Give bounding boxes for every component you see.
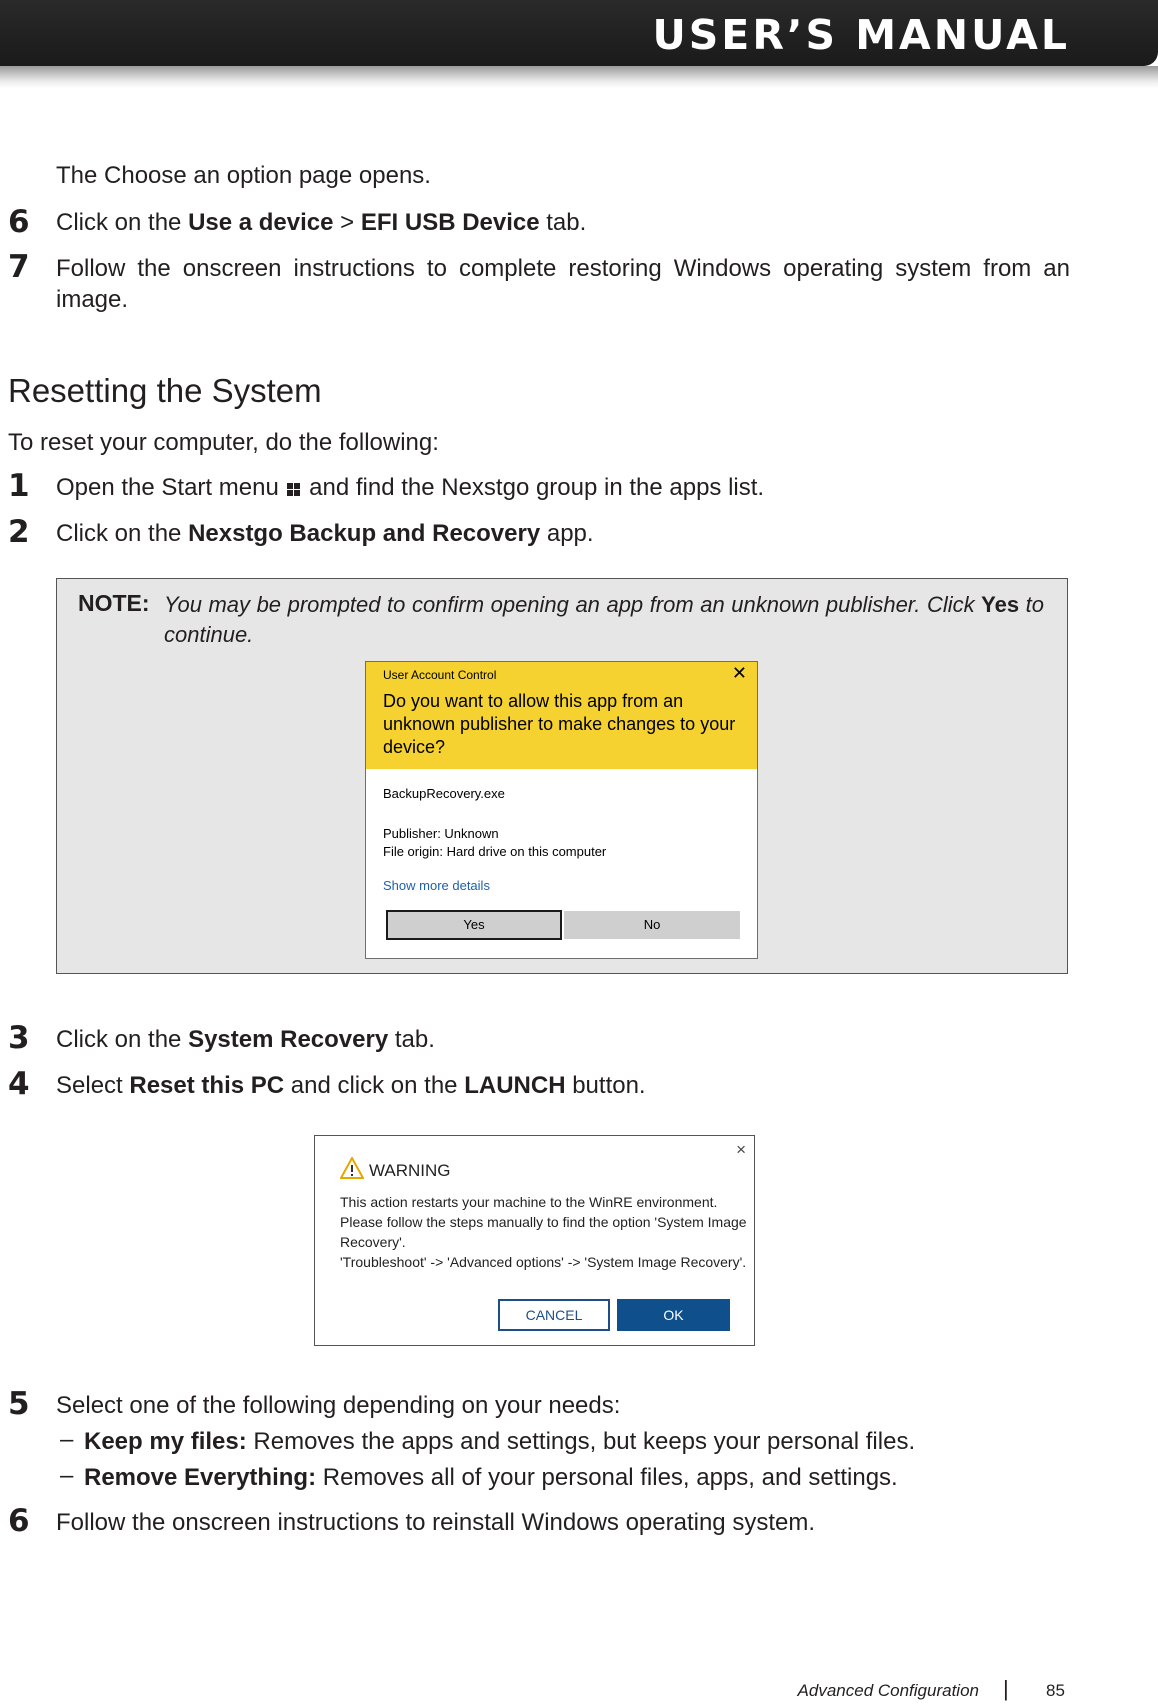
step-text: Click on the Nexstgo Backup and Recovery app. [56, 520, 594, 547]
note-label: NOTE: [78, 590, 150, 616]
step-number: 5 [8, 1386, 30, 1422]
uac-caption: User Account Control [383, 668, 497, 682]
section-title: Resetting the System [8, 372, 322, 409]
section-lead: To reset your computer, do the following: [8, 429, 439, 456]
uac-question: Do you want to allow this app from an unknown publisher to make changes to your device? [383, 691, 736, 757]
note-text: You may be prompted to confirm opening an app from an unknown publisher. Click Yes to continue. [164, 592, 1044, 647]
ok-button[interactable]: OK [617, 1299, 730, 1331]
step-text: Click on the System Recovery tab. [56, 1026, 435, 1053]
step-text: Click on the Use a device > EFI USB Device tab. [56, 209, 587, 236]
uac-app-name: BackupRecovery.exe [383, 786, 505, 801]
cancel-button[interactable]: CANCEL [498, 1299, 610, 1331]
step-number: 7 [8, 249, 30, 285]
option-dash: – [60, 1426, 74, 1453]
uac-dialog [365, 661, 758, 959]
option-keep-my-files: Keep my files: Removes the apps and settings, but keeps your personal files. [84, 1428, 916, 1455]
step-number: 2 [8, 514, 30, 550]
option-dash: – [60, 1462, 74, 1489]
step-number: 4 [8, 1066, 30, 1102]
step-number: 1 [8, 468, 30, 504]
option-remove-everything: Remove Everything: Removes all of your personal files, apps, and settings. [84, 1464, 898, 1491]
show-more-details-link[interactable]: Show more details [383, 878, 490, 893]
step-number: 3 [8, 1020, 30, 1056]
close-icon[interactable]: × [736, 1140, 746, 1159]
intro-text: The Choose an option page opens. [56, 162, 431, 189]
yes-button[interactable]: Yes [386, 910, 562, 940]
warning-title: WARNING [369, 1161, 451, 1180]
no-button[interactable]: No [564, 911, 740, 939]
close-icon[interactable]: ✕ [731, 663, 747, 683]
uac-publisher-info: Publisher: Unknown File origin: Hard drive on this computer [383, 826, 607, 859]
page-header-title: USER’S MANUAL [652, 11, 1070, 59]
step-text: Follow the onscreen instructions to reinstall Windows operating system. [56, 1509, 815, 1536]
header-shadow [0, 66, 1158, 88]
warning-dialog [314, 1135, 755, 1346]
warning-message: This action restarts your machine to the WinRE environment. Please follow the steps manually to find the option 'System Image Recovery'. 'Troubleshoot' -> 'Advanced options' -> 'System Image Recovery'. [340, 1194, 747, 1270]
step-number: 6 [8, 204, 30, 240]
step-text: Follow the onscreen instructions to complete restoring Windows operating system from an image. [56, 255, 1070, 313]
footer-separator: | [1003, 1676, 1009, 1701]
warning-icon [340, 1157, 364, 1179]
step-text: Open the Start menu and find the Nexstgo group in the apps list. [56, 474, 765, 501]
windows-start-icon [287, 483, 300, 496]
footer-section-name: Advanced Configuration [797, 1681, 979, 1700]
step-text: Select one of the following depending on your needs: [56, 1392, 621, 1419]
step-number: 6 [8, 1503, 30, 1539]
page-number: 85 [1046, 1681, 1065, 1700]
step-text: Select Reset this PC and click on the LAUNCH button. [56, 1072, 646, 1099]
